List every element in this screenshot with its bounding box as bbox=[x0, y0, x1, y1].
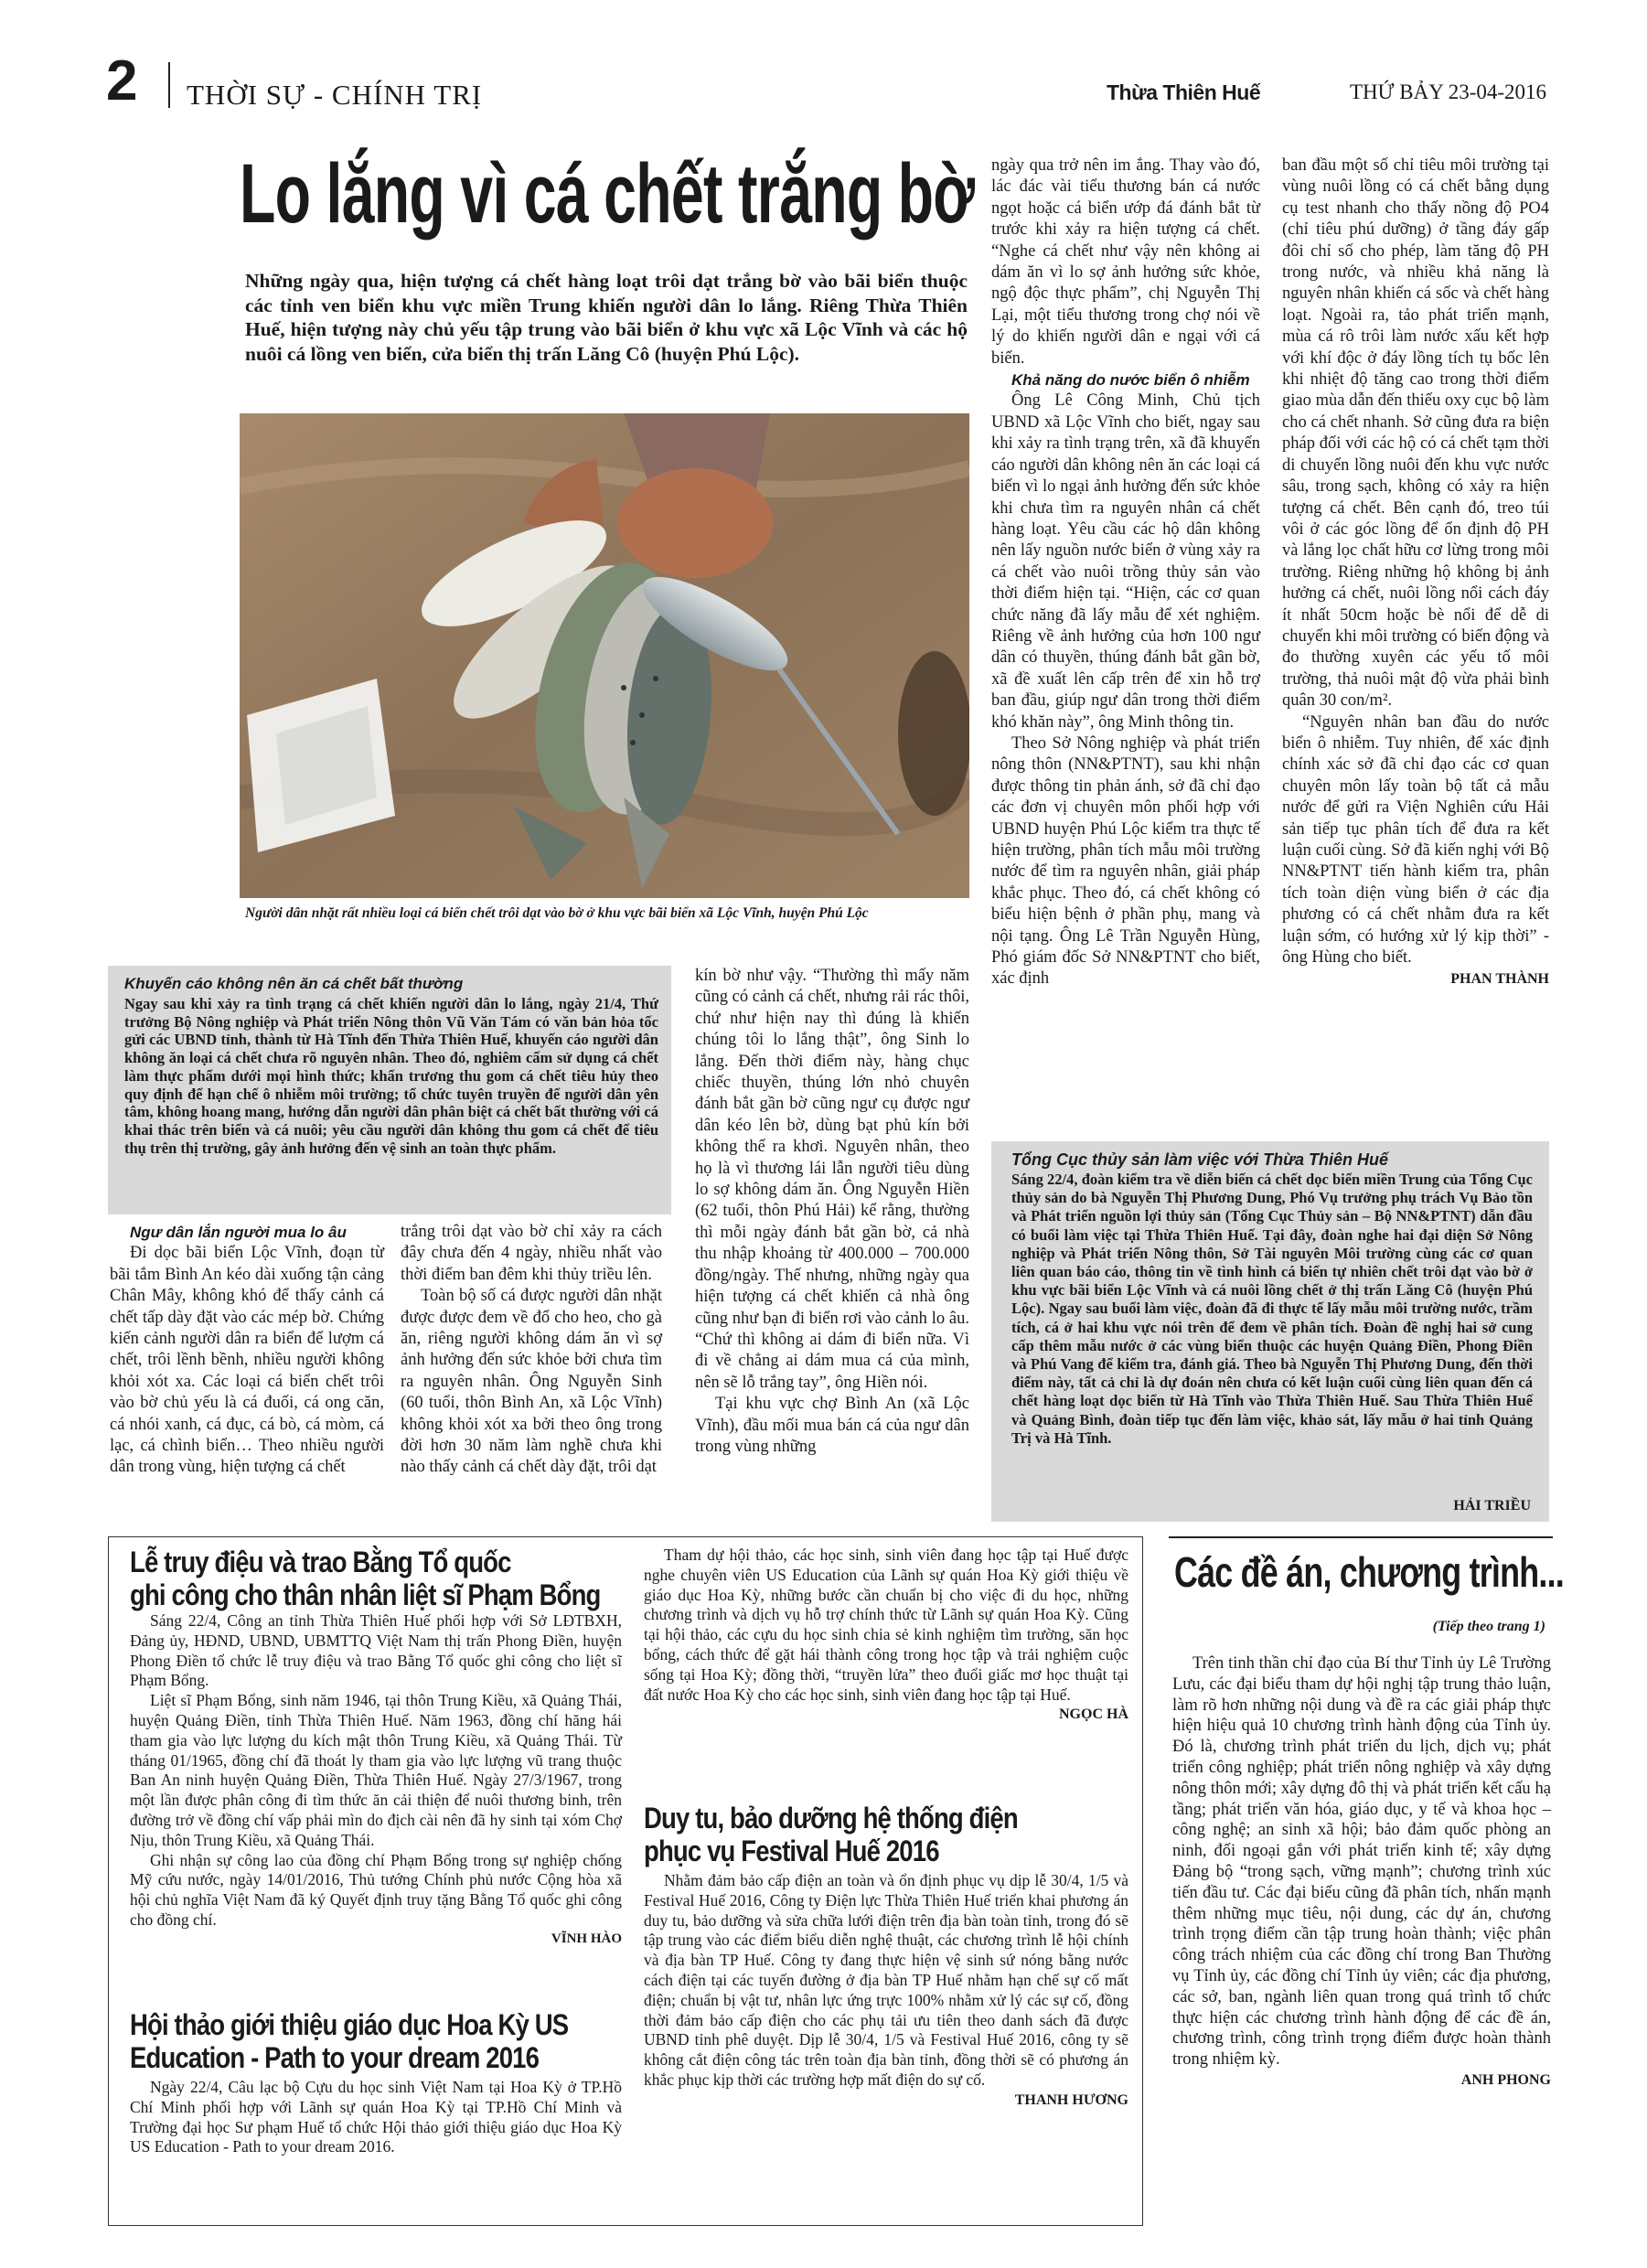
article-programs-body bbox=[1172, 1653, 1551, 2091]
advisory-box-text: Ngay sau khi xảy ra tình trạng cá chết khiến người dân lo lắng, ngày 21/4, Thứ trưởng Bộ Nông nghiệp và Phát triển Nông thôn Vũ Văn Tám có văn bản hỏa tốc gửi các UBND tỉnh, thành từ Hà Tĩnh đến Thừa Thiên Huế, khuyến cáo người dân không ăn loại cá chết chưa rõ nguyên nhân. Theo đó, nghiêm cấm sử dụng cá chết làm thực phẩm dưới mọi hình thức; khẩn trương thu gom cá chết tiêu hủy theo quy định để hạn chế ô nhiễm môi trường; tổ chức tuyên truyền để người dân yên tâm, không hoang mang, hướng dẫn người dân phân biệt cá chết bất thường với cá khai thác trên biển và cá nuôi; yêu cầu người dân không thu gom cá chết để tiêu thụ trên thị trường, gây ảnh hưởng đến vệ sinh an toàn thực phẩm. bbox=[124, 995, 658, 1157]
dead-fish-photo bbox=[240, 413, 969, 898]
article-power-title: Duy tu, bảo dưỡng hệ thống điện phục vụ Festival Huế 2016 bbox=[644, 1802, 1018, 1867]
article-column-1a bbox=[110, 1222, 384, 1479]
paper-name: Thừa Thiên Huế bbox=[1107, 80, 1261, 104]
article-us-education-body-1 bbox=[130, 2078, 622, 2157]
section-name: THỜI SỰ - CHÍNH TRỊ bbox=[187, 79, 483, 111]
paragraph: Trên tinh thần chỉ đạo của Bí thư Tỉnh ủy Lê Trường Lưu, các đại biểu tham dự hội nghị tập trung thảo luận, làm rõ hơn những nội dung và đề ra các giải pháp thực hiện hiệu quả 10 chương trình hành động của Tỉnh ủy. Đó là, chương trình phát triển du lịch, dịch vụ; phát triển công nghiệp; phát triển nông nghiệp và xây dựng nông thôn mới; xây dựng đô thị và phát triển kết cấu hạ tầng; phát triển văn hóa, giáo dục, y tế và khoa học – công nghệ; an sinh xã hội; bảo đảm quốc phòng an ninh, đối ngoại gắn với phát triển kinh tế; xây dựng Đảng bộ “trong sạch, vững mạnh”; chương trình xúc tiến đầu tư. Các đại biểu cũng đã phân tích, nhấn mạnh thêm những mục tiêu, nội dung, các dự án, chương trình trọng điểm cần tập trung hoàn thành; việc phân công trách nhiệm của các đồng chí trong Ban Thường vụ Tỉnh ủy, các đồng chí Tỉnh ủy viên; các địa phương, các sở, ban, ngành liên quan trong quá trình tổ chức thực hiện các chương trình hành động để các đề án, chương trình, công trình trọng điểm được hoàn thành trong nhiệm kỳ. bbox=[1172, 1654, 1551, 2070]
header-divider bbox=[168, 62, 170, 108]
paragraph: Tại khu vực chợ Bình An (xã Lộc Vĩnh), đầu mối mua bán cá của ngư dân trong vùng những bbox=[695, 1395, 969, 1456]
lead-paragraph: Những ngày qua, hiện tượng cá chết hàng loạt trôi dạt trắng bờ vào bãi biển thuộc các tỉnh ven biển khu vực miền Trung khiến người dân lo lắng. Riêng Thừa Thiên Huế, hiện tượng này chủ yếu tập trung vào bãi biển ở khu vực xã Lộc Vĩnh và các hộ nuôi cá lồng ven biển, cửa biển thị trấn Lăng Cô (huyện Phú Lộc). bbox=[245, 270, 968, 365]
continued-note: (Tiếp theo trang 1) bbox=[1432, 1619, 1545, 1634]
issue-date: THỨ BẢY 23-04-2016 bbox=[1350, 80, 1547, 103]
fisheries-box-title: Tổng Cục thủy sản làm việc với Thừa Thiên Huế bbox=[1011, 1150, 1389, 1169]
paragraph: Nhằm đảm bảo cấp điện an toàn và ổn định phục vụ dịp lễ 30/4, 1/5 và Festival Huế 2016, Công ty Điện lực Thừa Thiên Huế triển khai phương án duy tu, bảo dưỡng và sửa chữa lưới điện trên địa bàn toàn tỉnh, trong đó sẽ tập trung vào các điểm biểu diễn nghệ thuật, các chương trình lễ hội chính và địa bàn TP Huế. Công ty đang thực hiện vệ sinh sứ nóng bằng nước cách điện tại các tuyến đường ở địa bàn TP Huế nhằm hạn chế sự cố mất điện; chuẩn bị vật tư, nhân lực ứng trực 100% nhằm xử lý các sự cố, đồng thời đảm bảo cấp điện cho các phụ tải ưu tiên theo danh sách đã được UBND tỉnh phê duyệt. Dịp lễ 30/4, 1/5 và Festival Huế 2016, công ty sẽ không cắt điện công tác trên toàn địa bàn tỉnh, đồng thời sẽ có phương án khắc phục kịp thời các trường hợp mất điện do sự cố. bbox=[644, 1871, 1128, 2089]
us-education-byline: NGỌC HÀ bbox=[1059, 1706, 1128, 1723]
article-programs-title-rule bbox=[1169, 1536, 1553, 1538]
subheading-fishermen: Ngư dân lắn người mua lo âu bbox=[130, 1224, 347, 1241]
article-us-education-body-2 bbox=[644, 1546, 1128, 1725]
article-power-body bbox=[644, 1871, 1128, 2111]
fish-photo-illustration bbox=[240, 413, 969, 898]
article-us-education-title: Hội thảo giới thiệu giáo dục Hoa Kỳ US Education - Path to your dream 2016 bbox=[130, 2008, 569, 2074]
article-memorial-title: Lễ truy điệu và trao Bằng Tổ quốc ghi công cho thân nhân liệt sĩ Phạm Bổng bbox=[130, 1546, 601, 1611]
paragraph: kín bờ như vậy. “Thường thì mấy năm cũng có cảnh cá chết, nhưng rải rác thôi, chứ như hiện nay thì đúng là khiến chúng tôi lo lắng thật”, ông Sinh lo lắng. Đến thời điểm này, hàng chục chiếc thuyền, thúng lớn nhỏ chuyên đánh bắt gần bờ cũng ngư cụ được ngư dân kéo lên bờ, dùng bạt phủ kín bởi không thể ra khơi. Nguyên nhân, theo họ là vì thương lái lẫn người tiêu dùng lo sợ không dám ăn. Ông Nguyễn Hiền (62 tuổi, thôn Phú Hải) kể rằng, thường thì mỗi ngày đánh bắt gần bờ, cả nhà thu nhập khoảng từ 400.000 – 700.000 đồng/ngày. Thế nhưng, những ngày qua hiện tượng cá chết khiến cả nhà ông cũng như bạn đi biển rơi vào cảnh lo âu. “Chứ thì không ai dám đi biển nữa. Vì đi về chẳng ai dám mua cá của mình, nên sẽ lỗ trắng tay”, ông Hiền nói. bbox=[695, 967, 969, 1392]
advisory-box-title: Khuyến cáo không nên ăn cá chết bất thường bbox=[124, 975, 464, 992]
paragraph: Ngày 22/4, Câu lạc bộ Cựu du học sinh Việt Nam tại Hoa Kỳ ở TP.Hồ Chí Minh phối hợp với Lãnh sự quán Hoa Kỳ tại TP.Hồ Chí Minh và Trường đại học Sư phạm Huế tổ chức Hội thảo giới thiệu giáo dục Hoa Kỳ US Education - Path to your dream 2016. bbox=[130, 2078, 622, 2156]
paragraph: Sáng 22/4, Công an tỉnh Thừa Thiên Huế phối hợp với Sở LĐTBXH, Đảng ủy, HĐND, UBND, UBMTTQ Việt Nam thị trấn Phong Điền, huyện Phong Điền tổ chức lễ truy điệu và trao Bằng Tổ quốc ghi công cho liệt sĩ Phạm Bổng. bbox=[130, 1611, 622, 1690]
paragraph: Ghi nhận sự công lao của đồng chí Phạm Bổng trong sự nghiệp chống Mỹ cứu nước, ngày 14/01/2016, Thủ tướng Chính phủ nước Cộng hòa xã hội chủ nghĩa Việt Nam đã ký Quyết định truy tặng Bằng Tổ quốc ghi công cho đồng chí. bbox=[130, 1850, 622, 1929]
paragraph: “Nguyên nhân ban đầu do nước biển ô nhiễm. Tuy nhiên, để xác định chính xác sở đã chỉ đạo các cơ quan chuyên môn lấy toàn bộ tất cả mẫu nước để gửi ra Viện Nghiên cứu Hải sản tiếp tục phân tích để đưa ra kết luận cuối cùng. Sở đã kiến nghị với Bộ NN&PTNT tiến hành kiểm tra, phân tích toàn diện vùng biển ở các địa phương có cá chết nhằm đưa ra kết luận sớm, có hướng xử lý kịp thời” - ông Hùng cho biết. bbox=[1282, 712, 1549, 968]
page-number: 2 bbox=[106, 49, 138, 112]
main-headline: Lo lắng vì cá chết trắng bờ bbox=[240, 147, 975, 241]
author-byline: PHAN THÀNH bbox=[1450, 971, 1549, 988]
advisory-box bbox=[108, 966, 671, 1214]
paragraph: Tham dự hội thảo, các học sinh, sinh viên đang học tập tại Huế được nghe chuyên viên US Education của Lãnh sự quán Hoa Kỳ giới thiệu về giáo dục Hoa Kỳ, những bước cần chuẩn bị cho việc đi du học, những chương trình và dịch vụ hỗ trợ chính thức từ Lãnh sự quán Hoa Kỳ. Cũng tại hội thảo, các cựu du học sinh chia sẻ kinh nghiệm tìm trường, săn học bổng, cách thức để gặt hái thành công trong học tập và trải nghiệm cuộc sống tại Hoa Kỳ; đồng thời, “truyền lửa” theo đuổi giấc mơ học thuật tại đất nước Hoa Kỳ cho các học sinh, sinh viên đang học tập tại Huế. bbox=[644, 1546, 1128, 1704]
article-memorial-body bbox=[130, 1611, 622, 1947]
article-column-2 bbox=[695, 966, 969, 1458]
paragraph: Liệt sĩ Phạm Bổng, sinh năm 1946, tại thôn Trung Kiều, xã Quảng Thái, huyện Quảng Điền, tỉnh Thừa Thiên Huế. Năm 1963, đồng chí hăng hái tham gia vào lực lượng du kích mật thôn Trung Kiều, xã Quảng Thái. Từ tháng 01/1965, đồng chí đã thoát ly tham gia vào lực lượng vũ trang thuộc Ban An ninh huyện Quảng Điền, Thừa Thiên Huế. Ngày 27/3/1967, trong một lần được phân công đi tìm thức ăn cải thiện để nuôi thương binh, trên đường trở về đồng chí vấp phải mìn do địch cài nên đã hy sinh tại xóm Chợ Nịu, thôn Trung Kiều, xã Quảng Thái. bbox=[130, 1691, 622, 1849]
photo-caption: Người dân nhặt rất nhiều loại cá biển chết trôi dạt vào bờ ở khu vực bãi biển xã Lộc Vĩnh, huyện Phú Lộc bbox=[245, 905, 869, 921]
programs-byline: ANH PHONG bbox=[1460, 2071, 1551, 2088]
article-column-4 bbox=[1282, 155, 1549, 990]
paragraph: Toàn bộ số cá được người dân nhặt được được đem về đổ cho heo, cho gà ăn, riêng người không dám ăn vì sợ ảnh hưởng đến sức khỏe bởi chưa tìm ra nguyên nhân. Ông Nguyễn Sinh (60 tuổi, thôn Bình An, xã Lộc Vĩnh) không khỏi xót xa bởi theo ông trong đời hơn 30 năm làm nghề chưa khi nào thấy cảnh cá chết dày đặt, trôi dạt bbox=[401, 1287, 662, 1477]
paragraph: ban đầu một số chỉ tiêu môi trường tại vùng nuôi lồng có cá chết bằng dụng cụ test nhanh cho thấy nồng độ PO4 (chỉ tiêu phú dưỡng) ở tầng đáy gấp đôi chỉ số cho phép, làm tăng độ PH trong nước, và nhiều khả năng là nguyên nhân khiến cá sốc và chết hàng loạt. Ngoài ra, tảo phát triển mạnh, mùa cá rô trôi làm nước xấu kết hợp với khí độc ở đáy lồng tích tụ bốc lên khi nhiệt độ tăng cao trong thời điểm giao mùa dẫn đến thiếu oxy cục bộ làm cho cá chết nhanh. Sở cũng đưa ra biện pháp đối với các hộ có cá chết tạm thời di chuyển lồng nuôi đến khu vực nước sâu, trong sạch, không có xảy ra hiện tượng cá chết. Bên cạnh đó, treo túi vôi ở các góc lồng để ổn định độ PH và lắng lọc chất hữu cơ lừng trong môi trường. Riêng những hộ không bị ảnh hưởng cá chết, nuôi lồng nổi cách đáy ít nhất 50cm hoặc bè nổi để dễ di chuyển khi môi trường có biến động và đo thường xuyên các yếu tố môi trường, thả nuôi mật độ vừa phải bình quân 30 con/m². bbox=[1282, 156, 1549, 711]
paragraph: trắng trôi dạt vào bờ chỉ xảy ra cách đây chưa đến 4 ngày, nhiều nhất vào thời điểm ban đêm khi thủy triều lên. bbox=[401, 1223, 662, 1284]
paragraph: Theo Sở Nông nghiệp và phát triển nông thôn (NN&PTNT), sau khi nhận được thông tin phản ánh, sở đã chỉ đạo các đơn vị chuyên môn phối hợp với UBND huyện Phú Lộc kiểm tra thực tế hiện trường, phân tích mẫu môi trường nước để tìm ra nguyên nhân, giải pháp khắc phục. Theo đó, cá chết không có biểu hiện bệnh ở phần phụ, mang và nội tạng. Ông Lê Trần Nguyễn Hùng, Phó giám đốc Sở NN&PTNT cho biết, xác định bbox=[991, 733, 1260, 989]
paragraph: ngày qua trở nên im ắng. Thay vào đó, lác đác vài tiểu thương bán cá nước ngọt hoặc cá biển ướp đá đánh bắt từ trước khi xảy ra hiện tượng cá chết. “Nghe cá chết như vậy nên không ai dám ăn vì lo sợ ảnh hưởng sức khỏe, ngộ độc thực phẩm”, chị Nguyễn Thị Lại, một tiểu thương trong chợ nói về lý do khiến người dân e ngại với cá biển. bbox=[991, 156, 1260, 368]
power-byline: THANH HƯƠNG bbox=[1014, 2091, 1128, 2108]
fisheries-box-text: Sáng 22/4, đoàn kiểm tra về diễn biến cá chết dọc biển miền Trung của Tổng Cục thủy sản do bà Nguyễn Thị Phương Dung, Phó Vụ trưởng phụ trách Vụ Bảo tồn và Phát triển nguồn lợi thủy sản (Tổng Cục Thủy sản – Bộ NN&PTNT) dẫn đầu có buổi làm việc tại Thừa Thiên Huế. Tại đây, đoàn nghe hai đại diện Sở Nông nghiệp và Phát triển Nông thôn, Sở Tài nguyên Môi trường cùng các cơ quan liên quan báo cáo, thông tin về tình hình cá biển tự nhiên chết trôi dạt vào bờ ở khu vực bãi biển Lộc Vĩnh và cá nuôi lồng chết ở thị trấn Lăng Cô (huyện Phú Lộc). Ngay sau buổi làm việc, đoàn đã đi thực tế lấy mẫu môi trường nước, trầm tích, cá ở hai khu vực nói trên để đem về phân tích. Đoàn đề nghị hai sở cung cấp thêm mẫu nước ở các vùng biển thuộc các huyện Quảng Điền, Phong Điền và Phú Vang để kiểm tra, đánh giá. Theo bà Nguyễn Thị Phương Dung, đến thời điểm này, tất cả chỉ là dự đoán nên chưa có kết luận cuối cùng liên quan đến cá chết hàng loạt dọc biển từ Hà Tĩnh vào Thừa Thiên Huế. Sau Thừa Thiên Huế và Quảng Bình, đoàn tiếp tục đến làm việc, khảo sát, lấy mẫu ở hai tỉnh Quảng Trị và Hà Tĩnh. bbox=[1011, 1171, 1533, 1447]
article-column-1b bbox=[401, 1222, 662, 1479]
article-programs-title: Các đề án, chương trình... bbox=[1174, 1548, 1564, 1596]
paragraph: Ông Lê Công Minh, Chủ tịch UBND xã Lộc Vĩnh cho biết, ngay sau khi xảy ra tình trạng trên, xã đã khuyến cáo người dân không nên ăn các loại cá biển vì lo ngại ảnh hưởng đến sức khỏe khi chưa tìm ra nguyên nhân cá chết hàng loạt. Yêu cầu các hộ dân không nên lấy nguồn nước biển ở vùng xảy ra cá chết vào nuôi trồng thủy sản vào thời điểm hiện tại. “Hiện, các cơ quan chức năng đã lấy mẫu để xét nghiệm. Riêng về ảnh hưởng của hơn 100 ngư dân có thuyền, thúng đánh bắt gần bờ, xã đề xuất lên cấp trên để xin hỗ trợ ban đầu, giúp ngư dân trong thời điểm khó khăn này”, ông Minh thông tin. bbox=[991, 391, 1260, 732]
fisheries-box bbox=[991, 1141, 1549, 1522]
subheading-pollution: Khả năng do nước biển ô nhiễm bbox=[1011, 371, 1250, 390]
paragraph: Đi dọc bãi biển Lộc Vĩnh, đoạn từ bãi tắm Bình An kéo dài xuống tận cảng Chân Mây, không khó để thấy cảnh cá chết tấp dày đặt vào các mép bờ. Chứng kiến cảnh người dân ra biển để lượm cá chết, trôi lềnh bềnh, nhiều người không khỏi xót xa. Các loại cá biển chết trôi vào bờ chủ yếu là cá đuối, cá ong căn, cá nhói xanh, cá đục, cá bò, cá mòm, cá lạc, cá chình biển… Theo nhiều người dân trong vùng, hiện tượng cá chết bbox=[110, 1244, 384, 1477]
memorial-byline: VĨNH HÀO bbox=[551, 1931, 622, 1946]
article-column-3 bbox=[991, 155, 1260, 990]
fisheries-box-byline: HẢI TRIỀU bbox=[1453, 1498, 1531, 1514]
